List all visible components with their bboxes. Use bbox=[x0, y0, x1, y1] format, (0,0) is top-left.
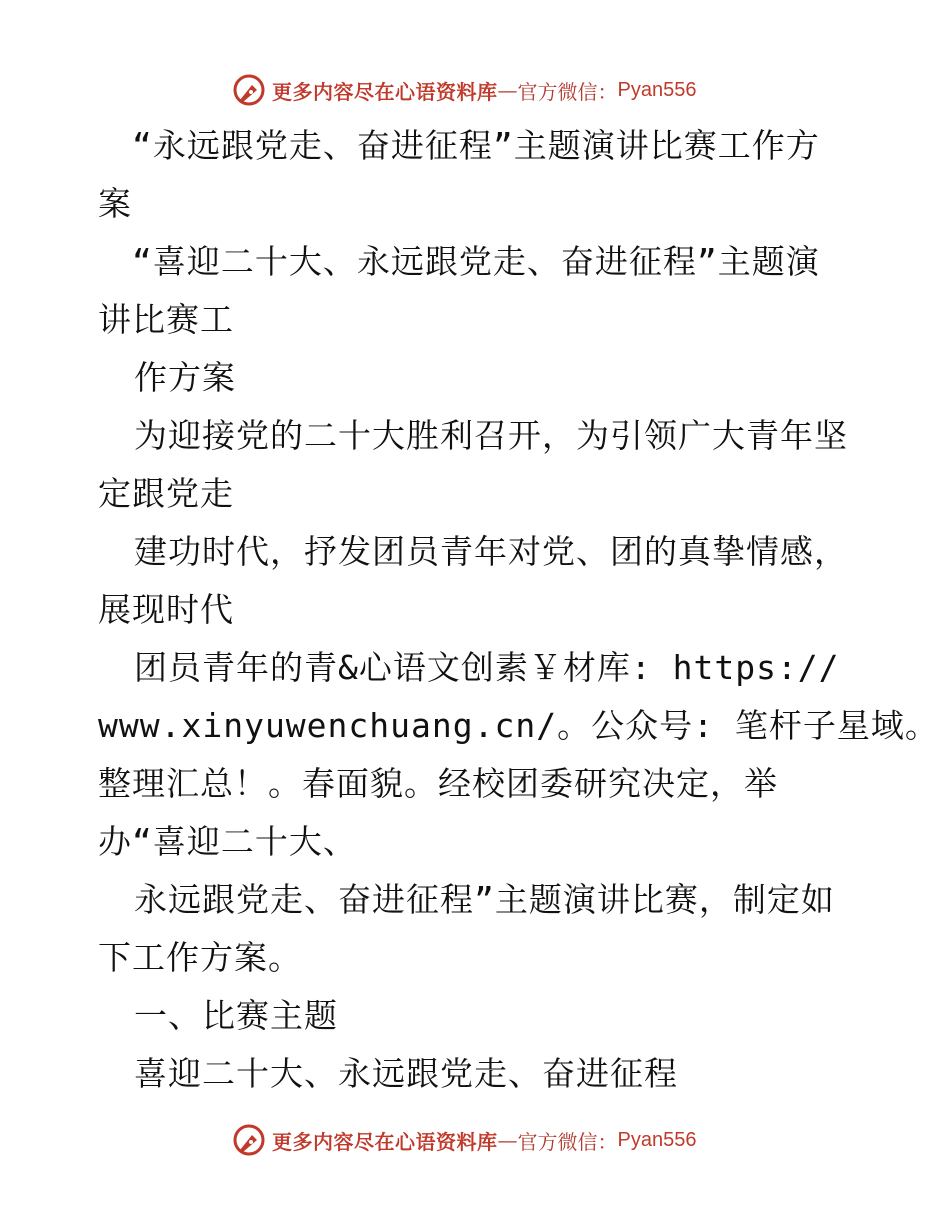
text-line: 永远跟党走、奋进征程”主题演讲比赛，制定如 bbox=[134, 880, 835, 919]
text-line: 建功时代，抒发团员青年对党、团的真挚情感， bbox=[134, 532, 848, 571]
text-line: 喜迎二十大、永远跟党走、奋进征程 bbox=[134, 1054, 678, 1093]
text-line: 团员青年的青&心语文创素￥材库: https:// bbox=[134, 648, 840, 687]
watermark-label: 官方微信： bbox=[517, 79, 618, 104]
watermark-main-text: 更多内容尽在心语资料库 bbox=[272, 79, 498, 104]
text-line: 下工作方案。 bbox=[98, 938, 302, 977]
text-line: 整理汇总！。春面貌。经校团委研究决定，举 bbox=[98, 764, 778, 803]
pen-nib-circle-icon bbox=[232, 1123, 266, 1157]
text-line: 讲比赛工 bbox=[98, 300, 234, 339]
text-line: 案 bbox=[98, 184, 132, 223]
watermark-separator: — bbox=[497, 1128, 518, 1152]
text-line: 作方案 bbox=[134, 358, 236, 397]
text-line: 为迎接党的二十大胜利召开，为引领广大青年坚 bbox=[134, 416, 848, 455]
text-line: 展现时代 bbox=[98, 590, 234, 629]
footer-watermark bbox=[232, 1122, 696, 1158]
text-line: “永远跟党走、奋进征程”主题演讲比赛工作方 bbox=[132, 126, 820, 165]
text-line: 办“喜迎二十大、 bbox=[98, 822, 357, 861]
watermark-main-text: 更多内容尽在心语资料库 bbox=[272, 1129, 498, 1154]
text-line: 定跟党走 bbox=[98, 474, 234, 513]
text-line: “喜迎二十大、永远跟党走、奋进征程”主题演 bbox=[132, 242, 820, 281]
text-line: www.xinyuwenchuang.cn/。公众号: 笔杆子星域。 bbox=[98, 706, 939, 745]
watermark-label: 官方微信： bbox=[517, 1129, 618, 1154]
watermark-separator: — bbox=[497, 78, 518, 102]
watermark-wechat-id: Pyan556 bbox=[617, 78, 697, 101]
section-heading: 一、比赛主题 bbox=[134, 996, 338, 1035]
watermark-wechat-id: Pyan556 bbox=[617, 1128, 697, 1151]
